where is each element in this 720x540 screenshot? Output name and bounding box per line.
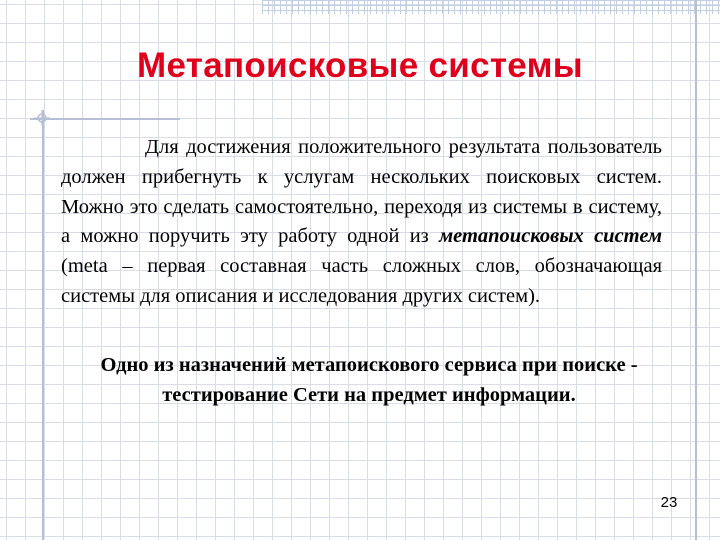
slide-title: Метапоисковые системы (137, 46, 583, 85)
emphasized-term: метапоисковых систем (439, 225, 662, 248)
paragraph-part-1: Для достижения положительного результата пользователь должен прибегнуть к услугам нескольких поисковых систем. Можно это сделать самостоятельно, переходя из системы в систему, а можно поручить эту работу одной из (61, 136, 662, 248)
paragraph-part-2: (meta – первая составная часть сложных слов, обозначающая системы для описания и исследования других систем). (61, 255, 662, 307)
left-vertical-line (42, 110, 44, 540)
main-paragraph (61, 133, 662, 312)
highlight-statement: Одно из назначений метапоискового сервиса при поиске - тестирование Сети на предмет информации. (100, 354, 638, 406)
crosshair-icon (34, 110, 50, 126)
title-underline (30, 118, 180, 120)
corner-grid-decoration (262, 0, 720, 14)
page-number: 23 (660, 494, 678, 511)
